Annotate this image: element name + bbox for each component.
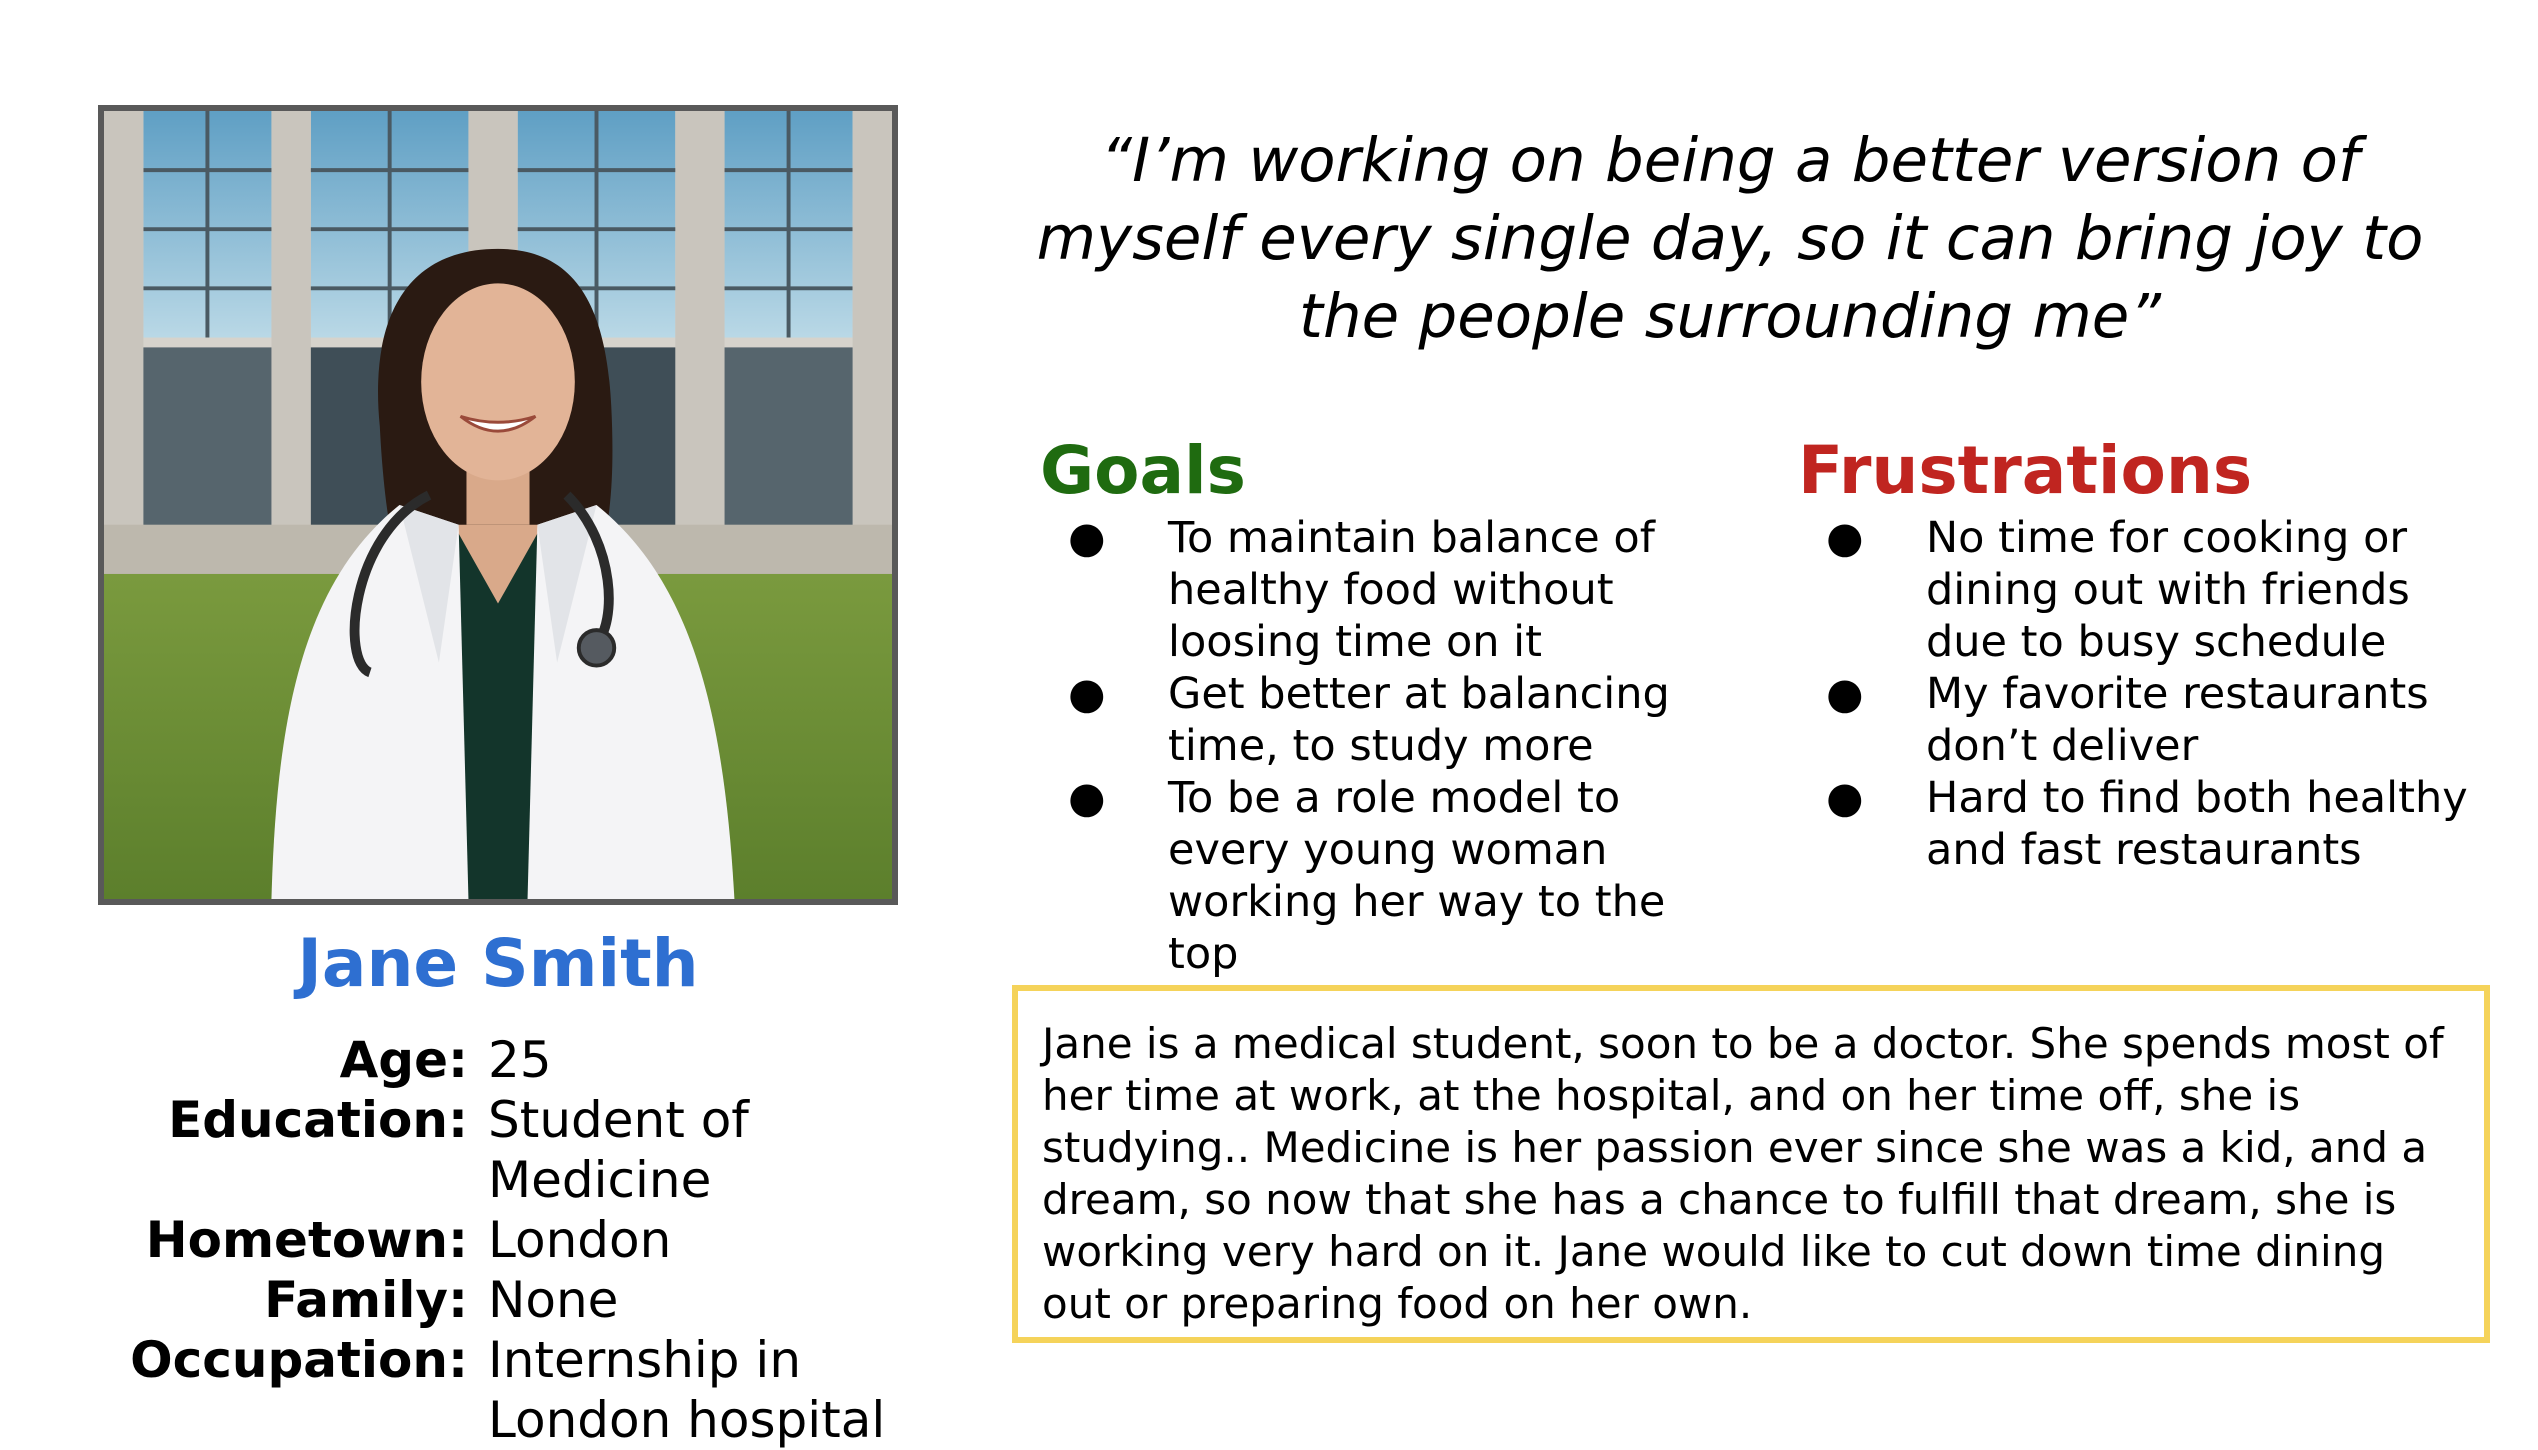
persona-quote: [1030, 122, 2430, 356]
detail-value: None: [488, 1271, 619, 1329]
bio-text: Jane is a medical student, soon to be a doctor. She spends most of her time at work, at the hospital, and on her time off, she is studying.. Medicine is her passion ever since she was a kid, and a dream, so now that she has a chance to fulfill that dream, she is working very hard on it. Jane would like to cut down time dining out or preparing food on her own.: [1042, 1019, 2444, 1328]
frustration-text: My favorite restaurants don’t deliver: [1926, 669, 2429, 771]
detail-label: Family:: [264, 1271, 468, 1329]
detail-row-education: [100, 1090, 970, 1210]
portrait-photo-icon: [104, 111, 892, 899]
bullet-icon: ●: [1826, 669, 1864, 719]
detail-row-occupation: [100, 1330, 970, 1450]
detail-label: Occupation:: [130, 1331, 468, 1389]
bullet-icon: ●: [1826, 513, 1864, 563]
goals-list: [1068, 512, 1728, 980]
frustrations-list: [1826, 512, 2486, 876]
detail-value: 25: [488, 1031, 552, 1089]
bullet-icon: ●: [1068, 513, 1106, 563]
persona-name: Jane Smith: [297, 925, 699, 1002]
detail-value: London: [488, 1211, 672, 1269]
list-item: [1068, 772, 1728, 980]
detail-row-age: [100, 1030, 970, 1090]
bullet-icon: ●: [1068, 669, 1106, 719]
goal-text: Get better at balancing time, to study more: [1168, 669, 1670, 771]
detail-value: Internship in London hospital: [488, 1331, 886, 1449]
quote-line: myself every single day, so it can bring joy to: [1036, 203, 2424, 274]
goal-text: To maintain balance of healthy food without loosing time on it: [1168, 513, 1655, 667]
detail-label: Education:: [168, 1091, 468, 1149]
frustration-text: No time for cooking or dining out with friends due to busy schedule: [1926, 513, 2410, 667]
list-item: [1826, 668, 2486, 772]
quote-line: the people surrounding me”: [1299, 281, 2161, 352]
bio-box: [1012, 985, 2490, 1343]
persona-photo: [98, 105, 898, 905]
frustration-text: Hard to find both healthy and fast restaurants: [1926, 773, 2468, 875]
quote-line: “I’m working on being a better version of: [1100, 125, 2360, 196]
list-item: [1826, 512, 2486, 668]
bullet-icon: ●: [1068, 773, 1106, 823]
list-item: [1826, 772, 2486, 876]
list-item: [1068, 512, 1728, 668]
detail-row-family: [100, 1270, 970, 1330]
detail-row-hometown: [100, 1210, 970, 1270]
bullet-icon: ●: [1826, 773, 1864, 823]
persona-details: [100, 1030, 970, 1450]
goal-text: To be a role model to every young woman working her way to the top: [1168, 773, 1666, 979]
frustrations-heading: Frustrations: [1798, 432, 2253, 509]
detail-label: Hometown:: [145, 1211, 468, 1269]
detail-label: Age:: [339, 1031, 468, 1089]
list-item: [1068, 668, 1728, 772]
goals-heading: Goals: [1040, 432, 1246, 509]
detail-value: Student of Medicine: [488, 1091, 749, 1209]
